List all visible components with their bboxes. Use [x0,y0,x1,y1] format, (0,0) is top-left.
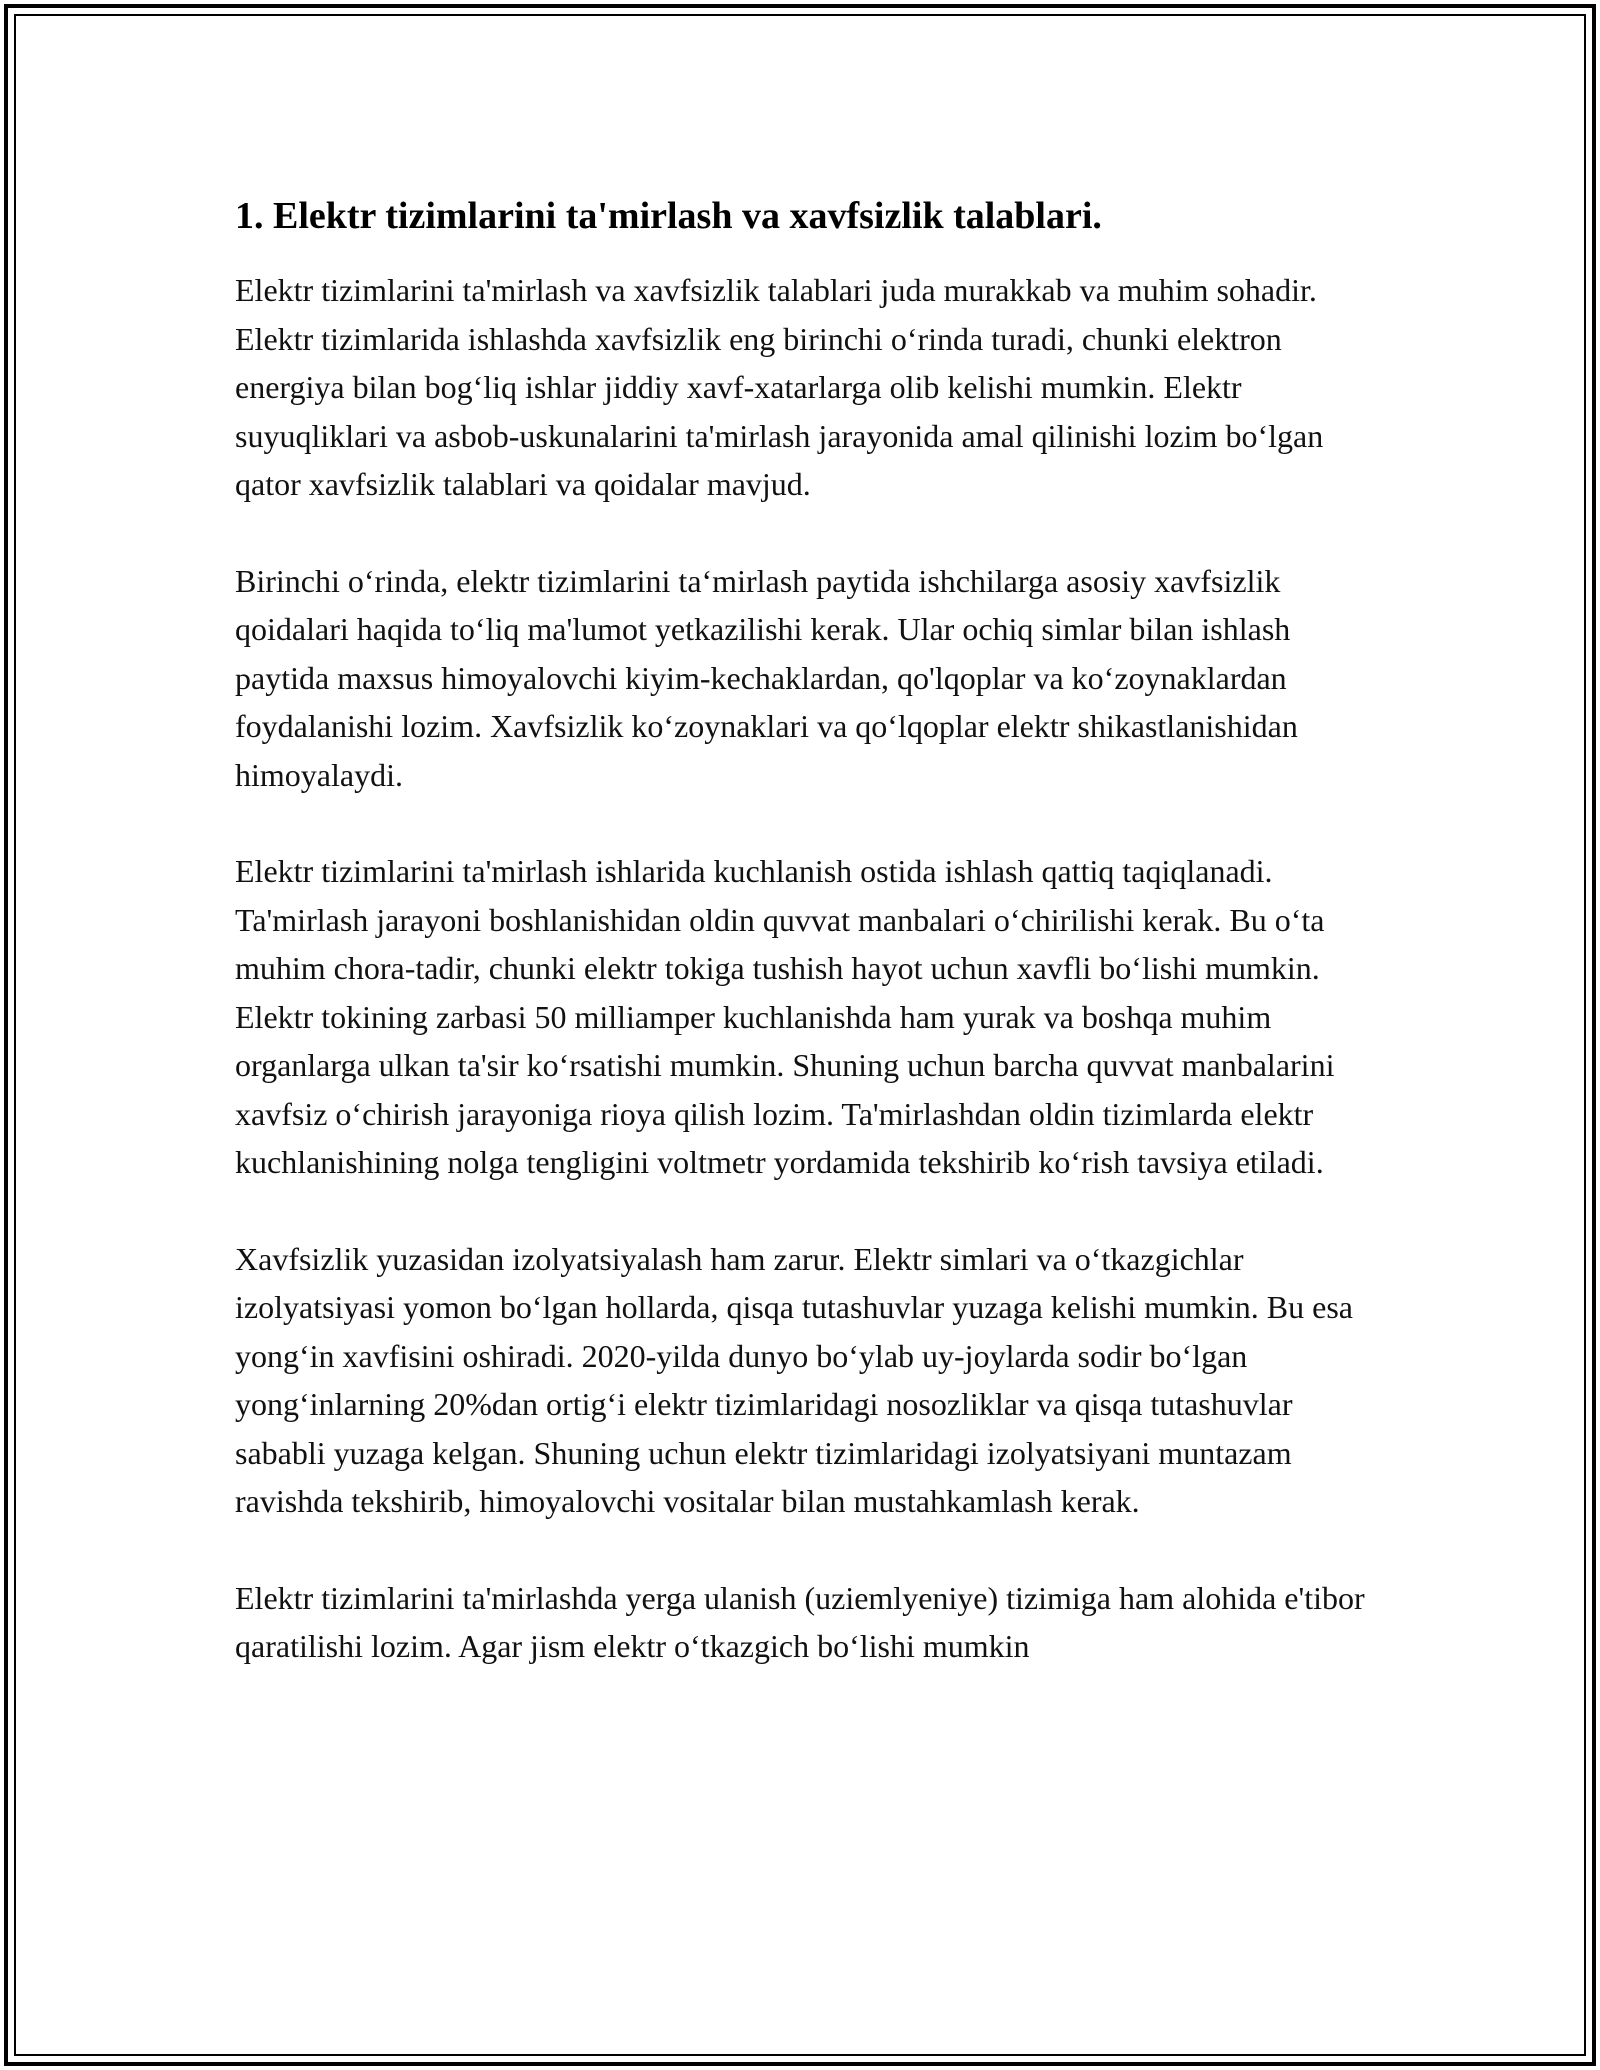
paragraph-safety-training: Birinchi oʻrinda, elektr tizimlarini taʻmirlash paytida ishchilarga asosiy xavfsizlik qoidalari haqida toʻliq ma'lumot yetkazilishi kerak. Ular ochiq simlar bilan ishlash paytida maxsus himoyalovchi kiyim-kechaklardan, qo'lqoplar va koʻzoynaklardan foydalanishi lozim. Xavfsizlik koʻzoynaklari va qoʻlqoplar elektr shikastlanishidan himoyalaydi. [235,562,1298,793]
paragraph-insulation: Xavfsizlik yuzasidan izolyatsiyalash ham zarur. Elektr simlari va oʻtkazgichlar izolyatsiyasi yomon boʻlgan hollarda, qisqa tutashuvlar yuzaga kelishi mumkin. Bu esa yongʻin xavfisini oshiradi. 2020-yilda dunyo boʻylab uy-joylarda sodir boʻlgan yongʻinlarning 20%dan ortigʻi elektr tizimlaridagi nosozliklar va qisqa tutashuvlar sababli yuzaga kelgan. Shuning uchun elektr tizimlaridagi izolyatsiyani muntazam ravishda tekshirib, himoyalovchi vositalar bilan mustahkamlash kerak. [235,1240,1353,1519]
paragraph-power-off: Elektr tizimlarini ta'mirlash ishlarida kuchlanish ostida ishlash qattiq taqiqlanadi. Ta'mirlash jarayoni boshlanishidan oldin quvvat manbalari oʻchirilishi kerak. Bu oʻta muhim chora-tadir, chunki elektr tokiga tushish hayot uchun xavfli boʻlishi mumkin. Elektr tokining zarbasi 50 milliamper kuchlanishda ham yurak va boshqa muhim organlarga ulkan ta'sir koʻrsatishi mumkin. Shuning uchun barcha quvvat manbalarini xavfsiz oʻchirish jarayoniga rioya qilish lozim. Ta'mirlashdan oldin tizimlarda elektr kuchlanishining nolga tengligini voltmetr yordamida tekshirib koʻrish tavsiya etiladi. [235,853,1335,1180]
paragraph-intro: Elektr tizimlarini ta'mirlash va xavfsizlik talablari juda murakkab va muhim sohadir. Elektr tizimlarida ishlashda xavfsizlik eng birinchi oʻrinda turadi, chunki elektron energiya bilan bogʻliq ishlar jiddiy xavf-xatarlarga olib kelishi mumkin. Elektr suyuqliklari va asbob-uskunalarini ta'mirlash jarayonida amal qilinishi lozim boʻlgan qator xavfsizlik talablari va qoidalar mavjud. [235,272,1324,502]
paragraph-grounding: Elektr tizimlarini ta'mirlashda yerga ulanish (uziemlyeniye) tizimiga ham alohida e'tibor qaratilishi lozim. Agar jism elektr oʻtkazgich boʻlishi mumkin [235,1579,1365,1664]
document-body [235,188,1385,1719]
section-heading: 1. Elektr tizimlarini ta'mirlash va xavfsizlik talablari. [235,195,1102,237]
